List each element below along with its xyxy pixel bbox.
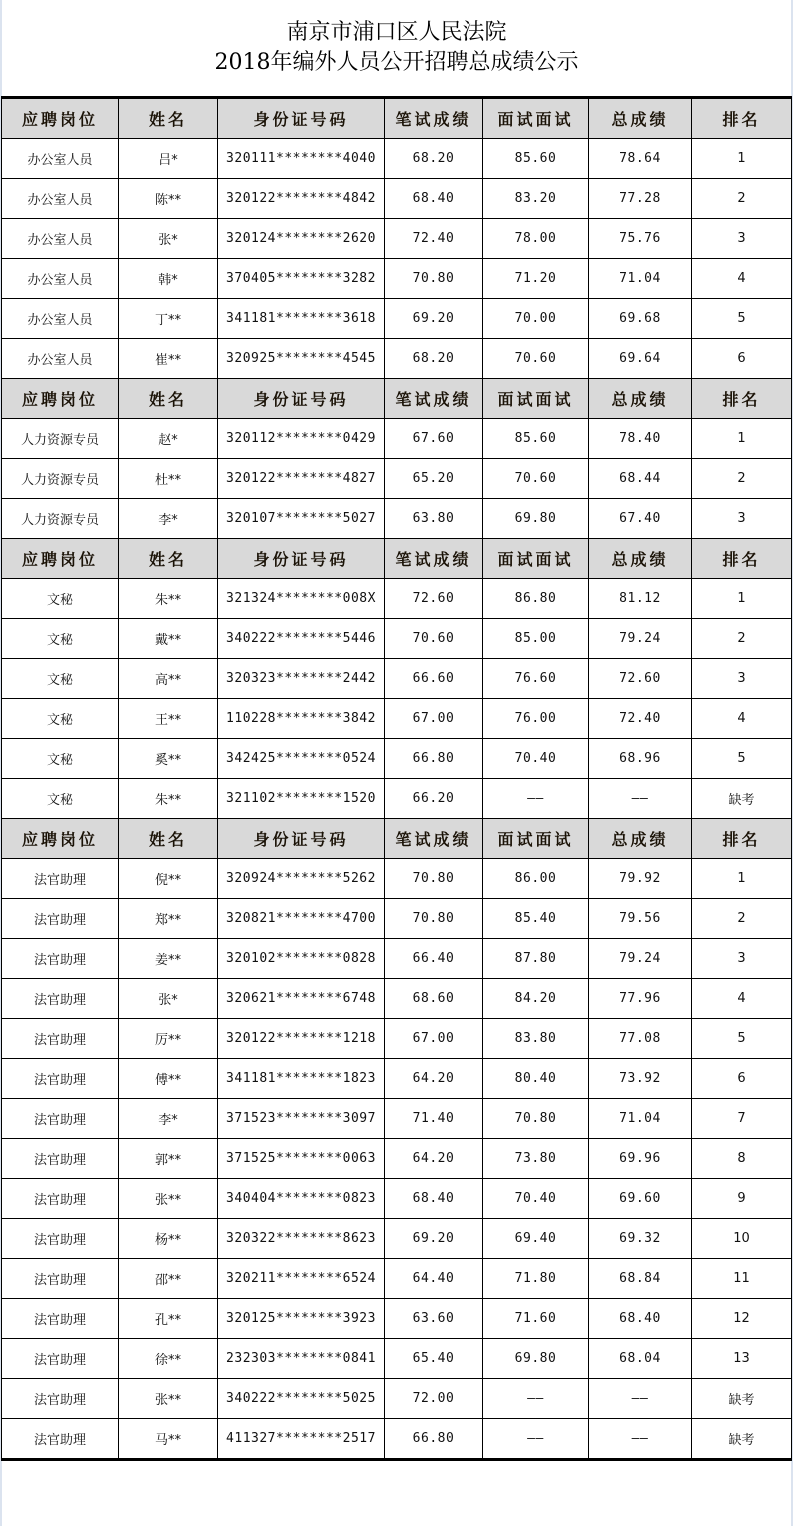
- position-cell: 人力资源专员: [2, 459, 119, 499]
- name-cell: 崔**: [119, 339, 218, 379]
- position-cell: 法官助理: [2, 1099, 119, 1139]
- name-cell: 李*: [119, 1099, 218, 1139]
- section-header-row: [2, 379, 792, 419]
- total-score-cell: 72.40: [589, 699, 692, 739]
- interview-score-cell: 70.60: [483, 459, 589, 499]
- id-number-cell: 371525********0063: [218, 1139, 385, 1179]
- written-score-cell: 69.20: [385, 1219, 483, 1259]
- position-cell: 法官助理: [2, 939, 119, 979]
- header-rank: 排名: [692, 539, 792, 579]
- header-total-score: 总成绩: [589, 819, 692, 859]
- total-score-cell: 81.12: [589, 579, 692, 619]
- table-row: [2, 899, 792, 939]
- header-interview-score: 面试面试: [483, 539, 589, 579]
- total-score-cell: 71.04: [589, 259, 692, 299]
- table-row: [2, 419, 792, 459]
- title-court-name: 南京市浦口区人民法院: [286, 20, 507, 45]
- written-score-cell: 65.40: [385, 1339, 483, 1379]
- written-score-cell: 64.20: [385, 1139, 483, 1179]
- name-cell: 陈**: [119, 179, 218, 219]
- total-score-cell: 69.60: [589, 1179, 692, 1219]
- written-score-cell: 70.60: [385, 619, 483, 659]
- header-name: 姓名: [119, 379, 218, 419]
- interview-score-cell: ——: [483, 779, 589, 819]
- table-row: [2, 859, 792, 899]
- name-cell: 吕*: [119, 139, 218, 179]
- total-score-cell: 69.68: [589, 299, 692, 339]
- table-row: [2, 1259, 792, 1299]
- rank-cell: 6: [692, 339, 792, 379]
- header-rank: 排名: [692, 379, 792, 419]
- header-id-number: 身份证号码: [218, 539, 385, 579]
- name-cell: 高**: [119, 659, 218, 699]
- position-cell: 法官助理: [2, 859, 119, 899]
- header-id-number: 身份证号码: [218, 98, 385, 139]
- id-number-cell: 340222********5025: [218, 1379, 385, 1419]
- interview-score-cell: 85.60: [483, 139, 589, 179]
- interview-score-cell: 70.60: [483, 339, 589, 379]
- section-header-row: [2, 819, 792, 859]
- rank-cell: 6: [692, 1059, 792, 1099]
- interview-score-cell: 76.60: [483, 659, 589, 699]
- position-cell: 法官助理: [2, 979, 119, 1019]
- total-score-cell: 68.04: [589, 1339, 692, 1379]
- header-written-score: 笔试成绩: [385, 819, 483, 859]
- table-row: [2, 979, 792, 1019]
- written-score-cell: 63.80: [385, 499, 483, 539]
- interview-score-cell: 71.20: [483, 259, 589, 299]
- rank-cell: 缺考: [692, 1379, 792, 1419]
- name-cell: 戴**: [119, 619, 218, 659]
- total-score-cell: 69.32: [589, 1219, 692, 1259]
- position-cell: 文秘: [2, 699, 119, 739]
- id-number-cell: 320122********4827: [218, 459, 385, 499]
- name-cell: 马**: [119, 1419, 218, 1460]
- position-cell: 办公室人员: [2, 139, 119, 179]
- interview-score-cell: 73.80: [483, 1139, 589, 1179]
- rank-cell: 10: [692, 1219, 792, 1259]
- table-row: [2, 1019, 792, 1059]
- document-title: [0, 0, 793, 96]
- header-name: 姓名: [119, 98, 218, 139]
- table-row: [2, 739, 792, 779]
- total-score-cell: 77.28: [589, 179, 692, 219]
- table-row: [2, 1299, 792, 1339]
- total-score-cell: 77.08: [589, 1019, 692, 1059]
- rank-cell: 9: [692, 1179, 792, 1219]
- rank-cell: 1: [692, 139, 792, 179]
- header-interview-score: 面试面试: [483, 379, 589, 419]
- position-cell: 法官助理: [2, 1179, 119, 1219]
- id-number-cell: 320112********0429: [218, 419, 385, 459]
- written-score-cell: 72.40: [385, 219, 483, 259]
- written-score-cell: 65.20: [385, 459, 483, 499]
- interview-score-cell: 85.00: [483, 619, 589, 659]
- interview-score-cell: 87.80: [483, 939, 589, 979]
- rank-cell: 5: [692, 739, 792, 779]
- written-score-cell: 68.20: [385, 339, 483, 379]
- table-row: [2, 1139, 792, 1179]
- total-score-cell: 68.84: [589, 1259, 692, 1299]
- table-row: [2, 259, 792, 299]
- interview-score-cell: 70.00: [483, 299, 589, 339]
- header-total-score: 总成绩: [589, 379, 692, 419]
- id-number-cell: 232303********0841: [218, 1339, 385, 1379]
- interview-score-cell: 78.00: [483, 219, 589, 259]
- id-number-cell: 320322********8623: [218, 1219, 385, 1259]
- rank-cell: 2: [692, 459, 792, 499]
- total-score-cell: 72.60: [589, 659, 692, 699]
- interview-score-cell: 84.20: [483, 979, 589, 1019]
- position-cell: 法官助理: [2, 899, 119, 939]
- table-row: [2, 499, 792, 539]
- table-row: [2, 1419, 792, 1460]
- rank-cell: 缺考: [692, 779, 792, 819]
- name-cell: 徐**: [119, 1339, 218, 1379]
- interview-score-cell: 70.40: [483, 739, 589, 779]
- header-position: 应聘岗位: [2, 379, 119, 419]
- id-number-cell: 320102********0828: [218, 939, 385, 979]
- position-cell: 办公室人员: [2, 259, 119, 299]
- total-score-cell: 67.40: [589, 499, 692, 539]
- title-announcement: 2018年编外人员公开招聘总成绩公示: [214, 50, 579, 75]
- total-score-cell: 78.40: [589, 419, 692, 459]
- id-number-cell: 321324********008X: [218, 579, 385, 619]
- position-cell: 法官助理: [2, 1139, 119, 1179]
- position-cell: 法官助理: [2, 1339, 119, 1379]
- header-position: 应聘岗位: [2, 819, 119, 859]
- header-id-number: 身份证号码: [218, 379, 385, 419]
- table-row: [2, 179, 792, 219]
- name-cell: 厉**: [119, 1019, 218, 1059]
- interview-score-cell: 76.00: [483, 699, 589, 739]
- interview-score-cell: 83.20: [483, 179, 589, 219]
- header-name: 姓名: [119, 819, 218, 859]
- position-cell: 办公室人员: [2, 179, 119, 219]
- written-score-cell: 70.80: [385, 259, 483, 299]
- name-cell: 朱**: [119, 779, 218, 819]
- interview-score-cell: 85.40: [483, 899, 589, 939]
- position-cell: 法官助理: [2, 1259, 119, 1299]
- rank-cell: 4: [692, 259, 792, 299]
- rank-cell: 2: [692, 619, 792, 659]
- id-number-cell: 320122********4842: [218, 179, 385, 219]
- written-score-cell: 67.00: [385, 1019, 483, 1059]
- rank-cell: 7: [692, 1099, 792, 1139]
- interview-score-cell: 80.40: [483, 1059, 589, 1099]
- header-name: 姓名: [119, 539, 218, 579]
- written-score-cell: 70.80: [385, 899, 483, 939]
- table-row: [2, 659, 792, 699]
- written-score-cell: 71.40: [385, 1099, 483, 1139]
- total-score-cell: 68.96: [589, 739, 692, 779]
- total-score-cell: ——: [589, 779, 692, 819]
- name-cell: 张**: [119, 1379, 218, 1419]
- rank-cell: 3: [692, 219, 792, 259]
- id-number-cell: 321102********1520: [218, 779, 385, 819]
- interview-score-cell: ——: [483, 1419, 589, 1460]
- table-row: [2, 1339, 792, 1379]
- id-number-cell: 342425********0524: [218, 739, 385, 779]
- interview-score-cell: 86.00: [483, 859, 589, 899]
- interview-score-cell: ——: [483, 1379, 589, 1419]
- written-score-cell: 70.80: [385, 859, 483, 899]
- interview-score-cell: 83.80: [483, 1019, 589, 1059]
- id-number-cell: 320211********6524: [218, 1259, 385, 1299]
- header-total-score: 总成绩: [589, 539, 692, 579]
- total-score-cell: 73.92: [589, 1059, 692, 1099]
- header-written-score: 笔试成绩: [385, 98, 483, 139]
- position-cell: 人力资源专员: [2, 499, 119, 539]
- rank-cell: 3: [692, 659, 792, 699]
- id-number-cell: 371523********3097: [218, 1099, 385, 1139]
- position-cell: 法官助理: [2, 1379, 119, 1419]
- id-number-cell: 411327********2517: [218, 1419, 385, 1460]
- interview-score-cell: 70.40: [483, 1179, 589, 1219]
- header-position: 应聘岗位: [2, 98, 119, 139]
- name-cell: 傅**: [119, 1059, 218, 1099]
- id-number-cell: 370405********3282: [218, 259, 385, 299]
- written-score-cell: 72.60: [385, 579, 483, 619]
- total-score-cell: 68.40: [589, 1299, 692, 1339]
- id-number-cell: 341181********1823: [218, 1059, 385, 1099]
- name-cell: 倪**: [119, 859, 218, 899]
- name-cell: 郑**: [119, 899, 218, 939]
- rank-cell: 3: [692, 499, 792, 539]
- written-score-cell: 66.40: [385, 939, 483, 979]
- total-score-cell: ——: [589, 1419, 692, 1460]
- position-cell: 文秘: [2, 779, 119, 819]
- interview-score-cell: 69.80: [483, 499, 589, 539]
- rank-cell: 4: [692, 699, 792, 739]
- position-cell: 文秘: [2, 579, 119, 619]
- written-score-cell: 69.20: [385, 299, 483, 339]
- total-score-cell: 69.96: [589, 1139, 692, 1179]
- header-rank: 排名: [692, 98, 792, 139]
- table-row: [2, 139, 792, 179]
- interview-score-cell: 85.60: [483, 419, 589, 459]
- rank-cell: 1: [692, 859, 792, 899]
- total-score-cell: ——: [589, 1379, 692, 1419]
- interview-score-cell: 69.40: [483, 1219, 589, 1259]
- interview-score-cell: 71.80: [483, 1259, 589, 1299]
- id-number-cell: 320821********4700: [218, 899, 385, 939]
- written-score-cell: 72.00: [385, 1379, 483, 1419]
- header-interview-score: 面试面试: [483, 98, 589, 139]
- table-row: [2, 219, 792, 259]
- rank-cell: 2: [692, 179, 792, 219]
- table-row: [2, 619, 792, 659]
- interview-score-cell: 70.80: [483, 1099, 589, 1139]
- id-number-cell: 320323********2442: [218, 659, 385, 699]
- id-number-cell: 320925********4545: [218, 339, 385, 379]
- table-row: [2, 1219, 792, 1259]
- total-score-cell: 78.64: [589, 139, 692, 179]
- position-cell: 法官助理: [2, 1419, 119, 1460]
- table-row: [2, 1379, 792, 1419]
- rank-cell: 缺考: [692, 1419, 792, 1460]
- position-cell: 法官助理: [2, 1019, 119, 1059]
- name-cell: 张*: [119, 219, 218, 259]
- written-score-cell: 66.60: [385, 659, 483, 699]
- table-row: [2, 1099, 792, 1139]
- id-number-cell: 320924********5262: [218, 859, 385, 899]
- written-score-cell: 68.40: [385, 179, 483, 219]
- table-row: [2, 1059, 792, 1099]
- total-score-cell: 79.24: [589, 619, 692, 659]
- position-cell: 办公室人员: [2, 299, 119, 339]
- name-cell: 张*: [119, 979, 218, 1019]
- total-score-cell: 77.96: [589, 979, 692, 1019]
- interview-score-cell: 71.60: [483, 1299, 589, 1339]
- id-number-cell: 340222********5446: [218, 619, 385, 659]
- table-row: [2, 779, 792, 819]
- name-cell: 姜**: [119, 939, 218, 979]
- header-rank: 排名: [692, 819, 792, 859]
- written-score-cell: 68.60: [385, 979, 483, 1019]
- position-cell: 文秘: [2, 619, 119, 659]
- rank-cell: 5: [692, 299, 792, 339]
- name-cell: 赵*: [119, 419, 218, 459]
- table-row: [2, 339, 792, 379]
- id-number-cell: 320122********1218: [218, 1019, 385, 1059]
- id-number-cell: 110228********3842: [218, 699, 385, 739]
- header-written-score: 笔试成绩: [385, 379, 483, 419]
- written-score-cell: 64.40: [385, 1259, 483, 1299]
- name-cell: 王**: [119, 699, 218, 739]
- written-score-cell: 67.60: [385, 419, 483, 459]
- section-header-row: [2, 539, 792, 579]
- table-row: [2, 1179, 792, 1219]
- position-cell: 文秘: [2, 739, 119, 779]
- rank-cell: 11: [692, 1259, 792, 1299]
- total-score-cell: 79.24: [589, 939, 692, 979]
- name-cell: 丁**: [119, 299, 218, 339]
- id-number-cell: 320107********5027: [218, 499, 385, 539]
- position-cell: 法官助理: [2, 1219, 119, 1259]
- id-number-cell: 320124********2620: [218, 219, 385, 259]
- header-total-score: 总成绩: [589, 98, 692, 139]
- rank-cell: 13: [692, 1339, 792, 1379]
- position-cell: 法官助理: [2, 1299, 119, 1339]
- total-score-cell: 79.56: [589, 899, 692, 939]
- position-cell: 人力资源专员: [2, 419, 119, 459]
- id-number-cell: 320621********6748: [218, 979, 385, 1019]
- header-id-number: 身份证号码: [218, 819, 385, 859]
- id-number-cell: 320111********4040: [218, 139, 385, 179]
- scores-table: [1, 96, 792, 1461]
- rank-cell: 4: [692, 979, 792, 1019]
- header-interview-score: 面试面试: [483, 819, 589, 859]
- name-cell: 杜**: [119, 459, 218, 499]
- written-score-cell: 66.80: [385, 1419, 483, 1460]
- total-score-cell: 79.92: [589, 859, 692, 899]
- interview-score-cell: 69.80: [483, 1339, 589, 1379]
- header-position: 应聘岗位: [2, 539, 119, 579]
- written-score-cell: 64.20: [385, 1059, 483, 1099]
- position-cell: 办公室人员: [2, 219, 119, 259]
- written-score-cell: 63.60: [385, 1299, 483, 1339]
- rank-cell: 3: [692, 939, 792, 979]
- name-cell: 韩*: [119, 259, 218, 299]
- name-cell: 邵**: [119, 1259, 218, 1299]
- rank-cell: 12: [692, 1299, 792, 1339]
- name-cell: 李*: [119, 499, 218, 539]
- table-row: [2, 939, 792, 979]
- rank-cell: 5: [692, 1019, 792, 1059]
- table-row: [2, 699, 792, 739]
- name-cell: 张**: [119, 1179, 218, 1219]
- written-score-cell: 68.40: [385, 1179, 483, 1219]
- table-row: [2, 459, 792, 499]
- position-cell: 文秘: [2, 659, 119, 699]
- rank-cell: 1: [692, 419, 792, 459]
- id-number-cell: 341181********3618: [218, 299, 385, 339]
- id-number-cell: 340404********0823: [218, 1179, 385, 1219]
- interview-score-cell: 86.80: [483, 579, 589, 619]
- table-row: [2, 299, 792, 339]
- name-cell: 朱**: [119, 579, 218, 619]
- rank-cell: 8: [692, 1139, 792, 1179]
- section-header-row: [2, 98, 792, 139]
- name-cell: 郭**: [119, 1139, 218, 1179]
- name-cell: 奚**: [119, 739, 218, 779]
- header-written-score: 笔试成绩: [385, 539, 483, 579]
- total-score-cell: 75.76: [589, 219, 692, 259]
- total-score-cell: 71.04: [589, 1099, 692, 1139]
- name-cell: 杨**: [119, 1219, 218, 1259]
- written-score-cell: 66.20: [385, 779, 483, 819]
- position-cell: 法官助理: [2, 1059, 119, 1099]
- name-cell: 孔**: [119, 1299, 218, 1339]
- written-score-cell: 67.00: [385, 699, 483, 739]
- total-score-cell: 68.44: [589, 459, 692, 499]
- id-number-cell: 320125********3923: [218, 1299, 385, 1339]
- table-row: [2, 579, 792, 619]
- position-cell: 办公室人员: [2, 339, 119, 379]
- written-score-cell: 66.80: [385, 739, 483, 779]
- scores-table-body: [2, 98, 792, 1460]
- total-score-cell: 69.64: [589, 339, 692, 379]
- rank-cell: 2: [692, 899, 792, 939]
- rank-cell: 1: [692, 579, 792, 619]
- written-score-cell: 68.20: [385, 139, 483, 179]
